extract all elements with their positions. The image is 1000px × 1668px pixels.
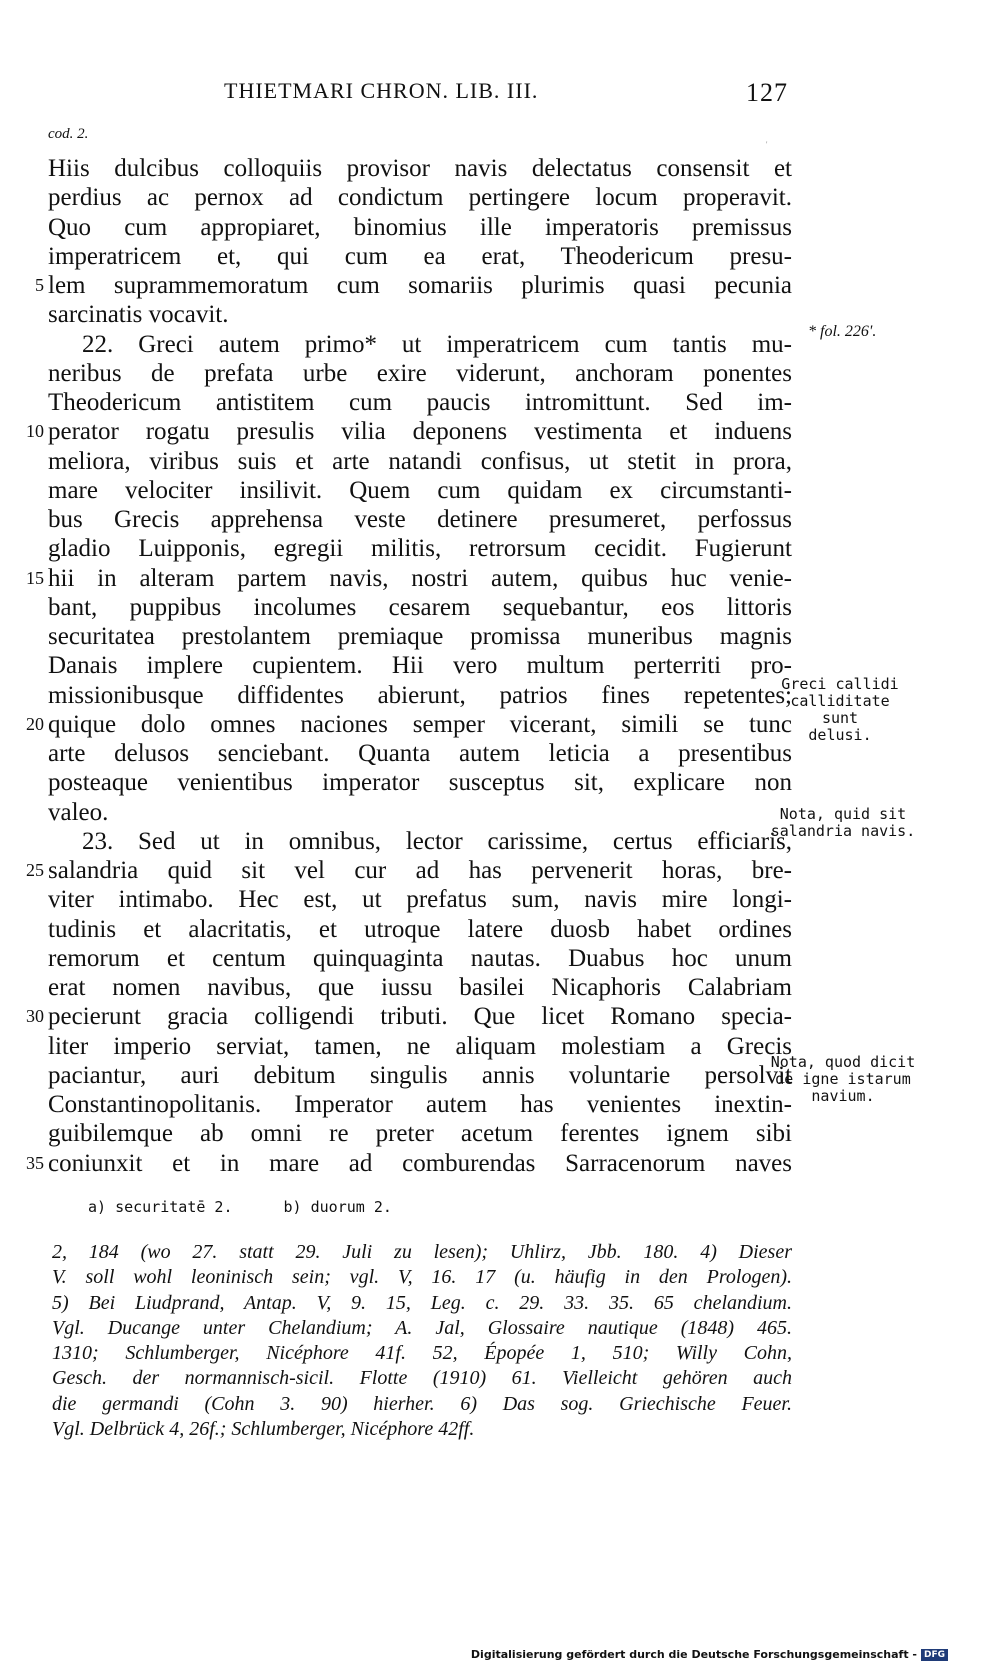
line-text: pecierunt gracia colligendi tributi. Que licet Romano specia- <box>48 1003 792 1031</box>
footnote-line: 5) Bei Liudprand, Antap. V, 9. 15, Leg. c. 29. 33. 35. 65 chelandium. <box>52 1291 792 1314</box>
line-text: tudinis et alacritatis, et utroque latere duosb habet ordines <box>48 915 792 943</box>
line-text: remorum et centum quinquaginta nautas. Duabus hoc unum <box>48 944 792 972</box>
margin-note-line: salandria navis. <box>770 822 916 840</box>
text-line <box>26 1002 792 1031</box>
margin-note-igne <box>768 1054 918 1105</box>
line-text: sarcinatis vocavit. <box>48 301 229 329</box>
line-text: posteaque venientibus imperator susceptus sit, explicare non <box>48 769 792 797</box>
line-text: perator rogatu presulis vilia deponens vestimenta et induens <box>48 418 792 446</box>
text-line <box>48 622 792 651</box>
line-number: 15 <box>26 567 44 588</box>
line-text: bant, puppibus incolumes cesarem sequebantur, eos littoris <box>48 593 792 621</box>
line-text: hii in alteram partem navis, nostri autem, quibus huc venie- <box>48 564 792 592</box>
margin-note-line: Nota, quid sit <box>779 805 907 823</box>
margin-note-salandria <box>768 806 918 840</box>
text-line <box>48 534 792 563</box>
line-text: securitatea prestolantem premiaque promissa muneribus magnis <box>48 623 792 650</box>
line-text: Hiis dulcibus colloquiis provisor navis delectatus consensit et <box>48 155 792 182</box>
page-number: 127 <box>746 78 788 107</box>
margin-note-line: Nota, quod dicit <box>770 1053 916 1071</box>
line-number: 10 <box>26 421 44 442</box>
footnote-line: Gesch. der normannisch-sicil. Flotte (1910) 61. Vielleicht gehören auch <box>52 1367 792 1390</box>
text-line <box>26 1149 792 1178</box>
text-line <box>48 476 792 505</box>
line-text: salandria quid sit vel cur ad has pervenerit horas, bre- <box>48 857 792 884</box>
line-text: Quo cum appropiaret, binomius ille imperatoris premissus <box>48 213 792 241</box>
line-text: neribus de prefata urbe exire viderunt, anchoram ponentes <box>48 359 792 387</box>
line-number: 5 <box>35 275 44 295</box>
apparatus-note-a: a) securitatē 2. <box>88 1198 233 1216</box>
line-text: gladio Luipponis, egregii militis, retrorsum cecidit. Fugierunt <box>48 535 792 563</box>
line-text: imperatricem et, qui cum ea erat, Theodericum presu- <box>48 242 792 270</box>
codex-note: cod. 2. <box>48 126 89 142</box>
text-line <box>48 330 792 359</box>
margin-note-folio: * fol. 226'. <box>808 323 877 340</box>
text-line <box>48 1061 792 1090</box>
line-text: arte delusos senciebant. Quanta autem leticia a presentibus <box>48 740 792 767</box>
line-text: Theodericum antistitem cum paucis intromittunt. Sed im- <box>48 389 792 416</box>
margin-note-line: Greci callidi <box>781 675 899 693</box>
text-line <box>48 681 792 710</box>
text-line <box>26 710 792 739</box>
text-line <box>48 915 792 944</box>
print-speck: ' <box>766 140 768 149</box>
text-line <box>48 827 792 856</box>
text-line <box>48 973 792 1002</box>
text-line <box>48 885 792 914</box>
footnote-line: Vgl. Delbrück 4, 26f.; Schlumberger, Nicéphore 42ff. <box>52 1418 475 1441</box>
text-line <box>48 1032 792 1061</box>
footnote-line: Vgl. Ducange unter Chelandium; A. Jal, Glossaire nautique (1848) 465. <box>52 1316 792 1339</box>
text-line <box>48 1119 792 1148</box>
line-text: 22. Greci autem primo* ut imperatricem cum tantis mu- <box>82 330 792 358</box>
line-number: 35 <box>26 1152 44 1173</box>
text-line <box>48 593 792 622</box>
text-line <box>48 505 792 534</box>
footnote-line: V. soll wohl leoninisch sein; vgl. V, 16. 17 (u. häufig in den Prologen). <box>52 1266 792 1289</box>
line-text: meliora, viribus suis et arte natandi confisus, ut stetit in prora, <box>48 447 792 475</box>
margin-note-line: delusi. <box>808 726 872 744</box>
line-number: 20 <box>26 713 44 734</box>
footnote-line: die germandi (Cohn 3. 90) hierher. 6) Das sog. Griechische Feuer. <box>52 1392 792 1415</box>
text-line <box>48 447 792 476</box>
critical-apparatus <box>88 1198 434 1216</box>
text-line <box>48 213 792 242</box>
apparatus-note-b: b) duorum 2. <box>283 1198 392 1216</box>
dfg-logo: DFG <box>921 1649 948 1661</box>
line-text: valeo. <box>48 798 109 826</box>
text-line <box>48 300 792 329</box>
text-line <box>48 798 792 827</box>
footnotes-block <box>52 1240 792 1442</box>
line-text: perdius ac pernox ad condictum pertingere locum properavit. <box>48 184 792 212</box>
line-text: bus Grecis apprehensa veste detinere presumeret, perfossus <box>48 506 792 533</box>
text-line <box>48 768 792 797</box>
text-line <box>48 739 792 768</box>
line-text: paciantur, auri debitum singulis annis voluntarie persolvit <box>48 1061 792 1089</box>
text-line <box>48 242 792 271</box>
main-text-block <box>26 154 792 1178</box>
digitization-credit <box>471 1648 948 1661</box>
running-head <box>48 78 788 114</box>
line-number: 30 <box>26 1006 44 1027</box>
line-number: 25 <box>26 860 44 880</box>
text-line <box>48 154 792 183</box>
line-text: mare velociter insilivit. Quem cum quidam ex circumstanti- <box>48 476 792 504</box>
text-line <box>26 856 792 885</box>
line-text: erat nomen navibus, que iussu basilei Nicaphoris Calabriam <box>48 974 792 1001</box>
line-text: missionibusque diffidentes abierunt, patrios fines repetentes; <box>48 681 792 709</box>
line-text: liter imperio serviat, tamen, ne aliquam molestiam a Grecis <box>48 1032 792 1060</box>
margin-note-line: navium. <box>811 1087 875 1105</box>
text-line <box>48 359 792 388</box>
line-text: viter intimabo. Hec est, ut prefatus sum, navis mire longi- <box>48 886 792 914</box>
margin-note-line: calliditate sunt <box>790 692 890 727</box>
line-text: guibilemque ab omni re preter acetum ferentes ignem sibi <box>48 1120 792 1148</box>
line-text: coniunxit et in mare ad comburendas Sarracenorum naves <box>48 1149 792 1177</box>
line-text: Danais implere cupientem. Hii vero multum perterriti pro- <box>48 652 792 680</box>
line-text: Constantinopolitanis. Imperator autem has venientes inextin- <box>48 1091 792 1118</box>
text-line <box>26 564 792 593</box>
text-line <box>35 271 792 300</box>
margin-note-line: de igne istarum <box>775 1070 911 1088</box>
text-line <box>48 944 792 973</box>
text-line <box>26 417 792 446</box>
text-line <box>48 388 792 417</box>
line-text: quique dolo omnes naciones semper vicerant, simili se tunc <box>48 710 792 738</box>
line-text: lem suprammemoratum cum somariis plurimis quasi pecunia <box>48 272 792 299</box>
footnote-line: 2, 184 (wo 27. statt 29. Juli zu lesen); Uhlirz, Jbb. 180. 4) Dieser <box>52 1241 792 1263</box>
text-line <box>48 1090 792 1119</box>
margin-note-greci <box>770 676 910 744</box>
line-text: 23. Sed ut in omnibus, lector carissime, certus efficiaris, <box>82 827 792 855</box>
text-line <box>48 651 792 680</box>
credit-text: Digitalisierung gefördert durch die Deutsche Forschungsgemeinschaft - <box>470 1648 917 1661</box>
text-line <box>48 183 792 212</box>
running-title: THIETMARI CHRON. LIB. III. <box>224 78 539 103</box>
footnote-line: 1310; Schlumberger, Nicéphore 41f. 52, Épopée 1, 510; Willy Cohn, <box>52 1342 792 1365</box>
